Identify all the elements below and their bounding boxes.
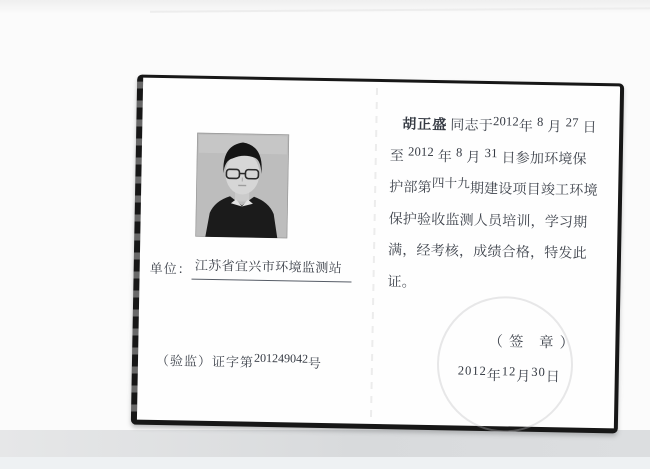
unit-value: 江苏省宜兴市环境监测站 (192, 255, 353, 283)
center-fold-line (370, 88, 378, 418)
text-segment: 8 (536, 114, 544, 130)
body-line (388, 235, 599, 270)
unit-line (149, 258, 352, 287)
id-photo (195, 133, 289, 239)
body-line (389, 172, 600, 207)
unit-label: 单位： (149, 260, 192, 277)
certificate-body-text (387, 109, 600, 302)
text-segment: 30 (531, 364, 546, 380)
text-segment: 年 (486, 369, 502, 385)
scan-footer-strip (0, 457, 650, 469)
text-segment: 8 (455, 144, 463, 160)
text-segment: （验监）证字第 (155, 352, 255, 370)
body-line (390, 141, 601, 176)
text-segment: 号 (307, 355, 323, 372)
body-line (388, 204, 599, 239)
text-segment: 日 (582, 120, 597, 136)
text-segment: 日 (545, 370, 561, 386)
text-segment: 月 (547, 120, 562, 136)
text-segment: 31 (484, 145, 498, 160)
body-line (390, 109, 601, 144)
text-segment: 2012 (457, 363, 488, 379)
text-segment: 年 (437, 149, 453, 165)
text-segment: 证。 (387, 274, 417, 291)
certificate-booklet (131, 75, 624, 434)
text-segment: 201249042 (253, 350, 309, 366)
text-segment: 月 (466, 150, 481, 166)
signature-label: （签 章） (488, 334, 581, 352)
text-segment: 四十九 (431, 175, 471, 191)
booklet-shadow-band (0, 430, 650, 457)
text-segment: 满，经考核，成绩合格，特发此 (387, 243, 587, 262)
text-segment: 2012 (492, 114, 520, 129)
issue-date-line (458, 364, 561, 386)
text-segment: 月 (516, 369, 532, 385)
text-segment: 27 (565, 115, 579, 130)
text-segment: 期建设项目竣工环境 (469, 181, 598, 200)
text-segment: 12 (501, 364, 517, 379)
text-segment: 同志于 (450, 118, 494, 135)
text-segment: 2012 (407, 144, 435, 159)
text-segment: 日参加环境保 (501, 150, 587, 168)
text-segment: 年 (518, 119, 534, 135)
cover-edge-texture (131, 82, 143, 416)
certificate-number-line (156, 350, 322, 372)
text-segment: 护部第 (389, 180, 432, 196)
text-segment: 胡正盛 (402, 117, 448, 134)
text-segment: 保护验收监测人员培训，学习期 (388, 211, 588, 231)
text-segment: 至 (389, 148, 405, 164)
